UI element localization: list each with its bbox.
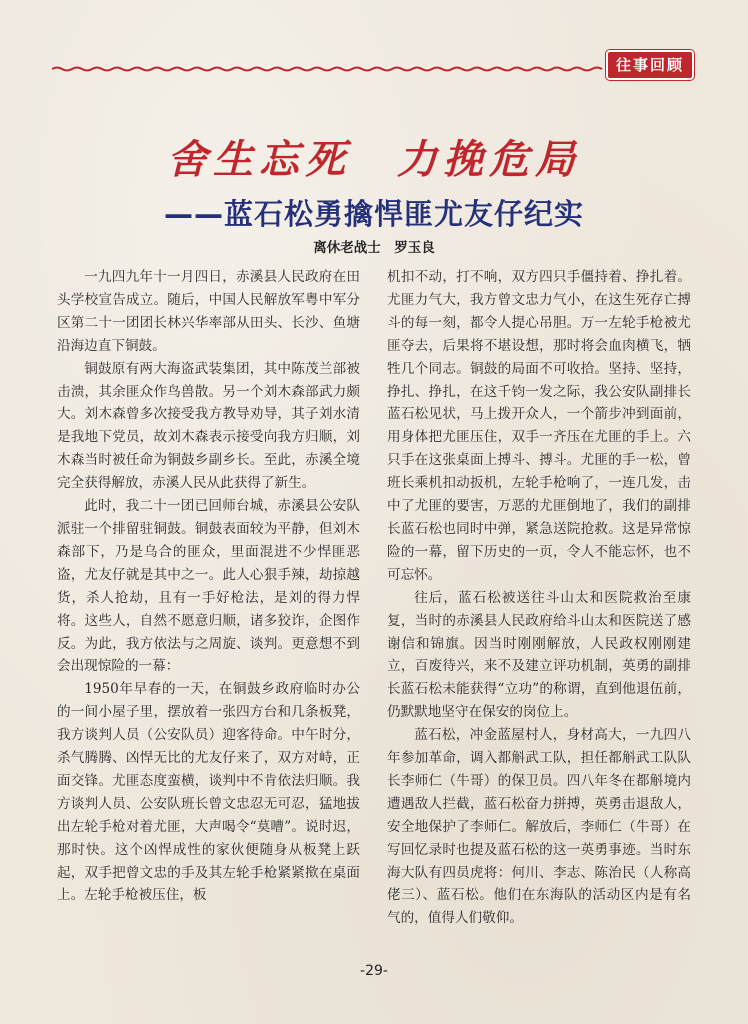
paragraph: 此时，我二十一团已回师台城，赤溪县公安队派驻一个排留驻铜鼓。铜鼓表面较为平静，但刘木森部下，乃是乌合的匪众，里面混进不少悍匪恶盗，尤友仔就是其中之一。此人心狠手辣，劫掠越货，杀人抢劫，且有一手好枪法，是刘的得力悍将。这些人，自然不愿意归顺，诸多狡诈，企图作反。为此，我方依法与之周旋、谈判。更意想不到会出现惊险的一幕： bbox=[57, 498, 360, 675]
right-column bbox=[387, 266, 691, 930]
paragraph: 一九四九年十一月四日，赤溪县人民政府在田头学校宣告成立。随后，中国人民解放军粤中军分区第二十一团团长林兴华率部从田头、长沙、鱼塘沿海边直下铜鼓。 bbox=[57, 269, 360, 354]
paragraph: 1950年早春的一天，在铜鼓乡政府临时办公的一间小屋子里，摆放着一张四方台和几条板凳，我方谈判人员（公安队员）迎客待命。中午时分，杀气腾腾、凶悍无比的尤友仔来了，双方对峙，正面交锋。尤匪态度蛮横，谈判中不肯依法归顺。我方谈判人员、公安队班长曾文忠忍无可忍，猛地拔出左轮手枪对着尤匪，大声喝令“莫嘈”。说时迟，那时快。这个凶悍成性的家伙便随身从板凳上跃起，双手把曾文忠的手及其左轮手枪紧紧揿在桌面上。左轮手枪被压住，板 bbox=[57, 681, 360, 904]
section-badge: 往事回顾 bbox=[606, 50, 694, 80]
article-subtitle: ——蓝石松勇擒悍匪尤友仔纪实 bbox=[163, 197, 584, 231]
paragraph: 往后，蓝石松被送往斗山太和医院救治至康复，当时的赤溪县人民政府给斗山太和医院送了感谢信和锦旗。因当时刚刚解放，人民政权刚刚建立，百废待兴，来不及建立评功机制，英勇的副排长蓝石松未能获得“立功”的称谓，直到他退伍前，仍默默地坚守在保安的岗位上。 bbox=[387, 589, 691, 721]
left-column bbox=[57, 266, 360, 907]
article-author: 离休老战士 罗玉良 bbox=[313, 240, 435, 256]
decorative-header-line bbox=[52, 66, 605, 72]
page-number: -29- bbox=[360, 963, 388, 979]
paragraph: 机扣不动，打不响，双方四只手僵持着、挣扎着。尤匪力气大，我方曾文忠力气小，在这生死存亡搏斗的每一刻，都令人提心吊胆。万一左轮手枪被尤匪夺去，后果将不堪设想，那时将会血肉横飞，牺牲几个同志。铜鼓的局面不可收拾。坚持、坚持，挣扎、挣扎，在这千钧一发之际，我公安队副排长蓝石松见状，马上拨开众人，一个箭步冲到面前，用身体把尤匪压住，双手一齐压在尤匪的手上。六只手在这张桌面上搏斗、搏斗。尤匪的手一松，曾班长乘机扣动扳机，左轮手枪响了，一连几发，击中了尤匪的要害，万恶的尤匪倒地了，我们的副排长蓝石松也同时中弹，紧急送院抢救。这是异常惊险的一幕，留下历史的一页，令人不能忘怀，也不可忘怀。 bbox=[387, 269, 691, 583]
article-title: 舍生忘死 力挽危局 bbox=[167, 136, 581, 183]
paragraph: 蓝石松，冲金蓝屋村人，身材高大，一九四八年参加革命，调入都斛武工队，担任都斛武工队队长李师仁（牛哥）的保卫员。四八年冬在都斛境内遭遇敌人拦截，蓝石松奋力拼搏，英勇击退敌人，安全地保护了李师仁。解放后，李师仁（牛哥）在写回忆录时也提及蓝石松的这一英勇事迹。当时东海大队有四员虎将：何川、李志、陈治民（人称高佬三）、蓝石松。他们在东海队的活动区内是有名气的，值得人们敬仰。 bbox=[387, 727, 691, 927]
paragraph: 铜鼓原有两大海盗武装集团，其中陈茂兰部被击溃，其余匪众作鸟兽散。另一个刘木森部武力颇大。刘木森曾多次接受我方教导劝导，其子刘水清是我地下党员，故刘木森表示接受向我方归顺，刘木森当时被任命为铜鼓乡副乡长。至此，赤溪全境完全获得解放，赤溪人民从此获得了新生。 bbox=[57, 360, 360, 492]
